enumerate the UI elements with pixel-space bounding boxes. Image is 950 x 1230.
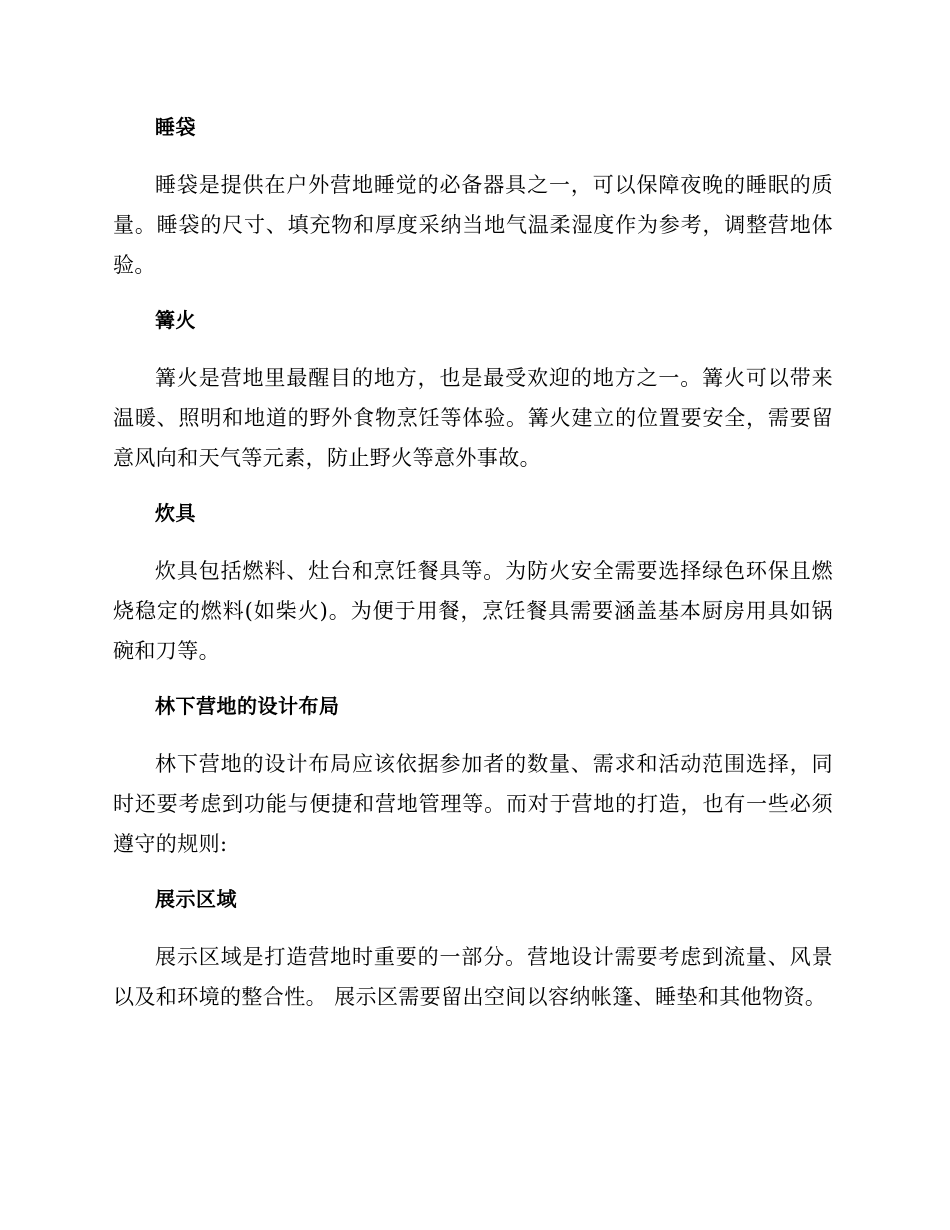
section-heading-cookware: 炊具 <box>155 501 196 525</box>
section-paragraph-display-area: 展示区域是打造营地时重要的一部分。营地设计需要考虑到流量、风景以及和环境的整合性。 展示区需要留出空间以容纳帐篷、睡垫和其他物资。 <box>113 945 833 1009</box>
section-heading-sleeping-bag: 睡袋 <box>155 115 196 139</box>
section-paragraph-campfire: 篝火是营地里最醒目的地方，也是最受欢迎的地方之一。篝火可以带来温暖、照明和地道的野外食物烹饪等体验。篝火建立的位置要安全，需要留意风向和天气等元素，防止野火等意外事故。 <box>113 366 833 470</box>
section-paragraph-sleeping-bag: 睡袋是提供在户外营地睡觉的必备器具之一，可以保障夜晚的睡眠的质量。睡袋的尺寸、填充物和厚度采纳当地气温柔湿度作为参考，调整营地体验。 <box>113 173 833 277</box>
section-heading-display-area: 展示区域 <box>155 887 237 911</box>
document-page <box>113 108 833 1033</box>
section-heading-layout-design: 林下营地的设计布局 <box>155 694 340 718</box>
section-paragraph-layout-design: 林下营地的设计布局应该依据参加者的数量、需求和活动范围选择，同时还要考虑到功能与便捷和营地管理等。而对于营地的打造，也有一些必须遵守的规则: <box>113 752 833 856</box>
section-paragraph-cookware: 炊具包括燃料、灶台和烹饪餐具等。为防火安全需要选择绿色环保且燃烧稳定的燃料(如柴火)。为便于用餐，烹饪餐具需要涵盖基本厨房用具如锅碗和刀等。 <box>113 559 833 663</box>
section-heading-campfire: 篝火 <box>155 308 196 332</box>
